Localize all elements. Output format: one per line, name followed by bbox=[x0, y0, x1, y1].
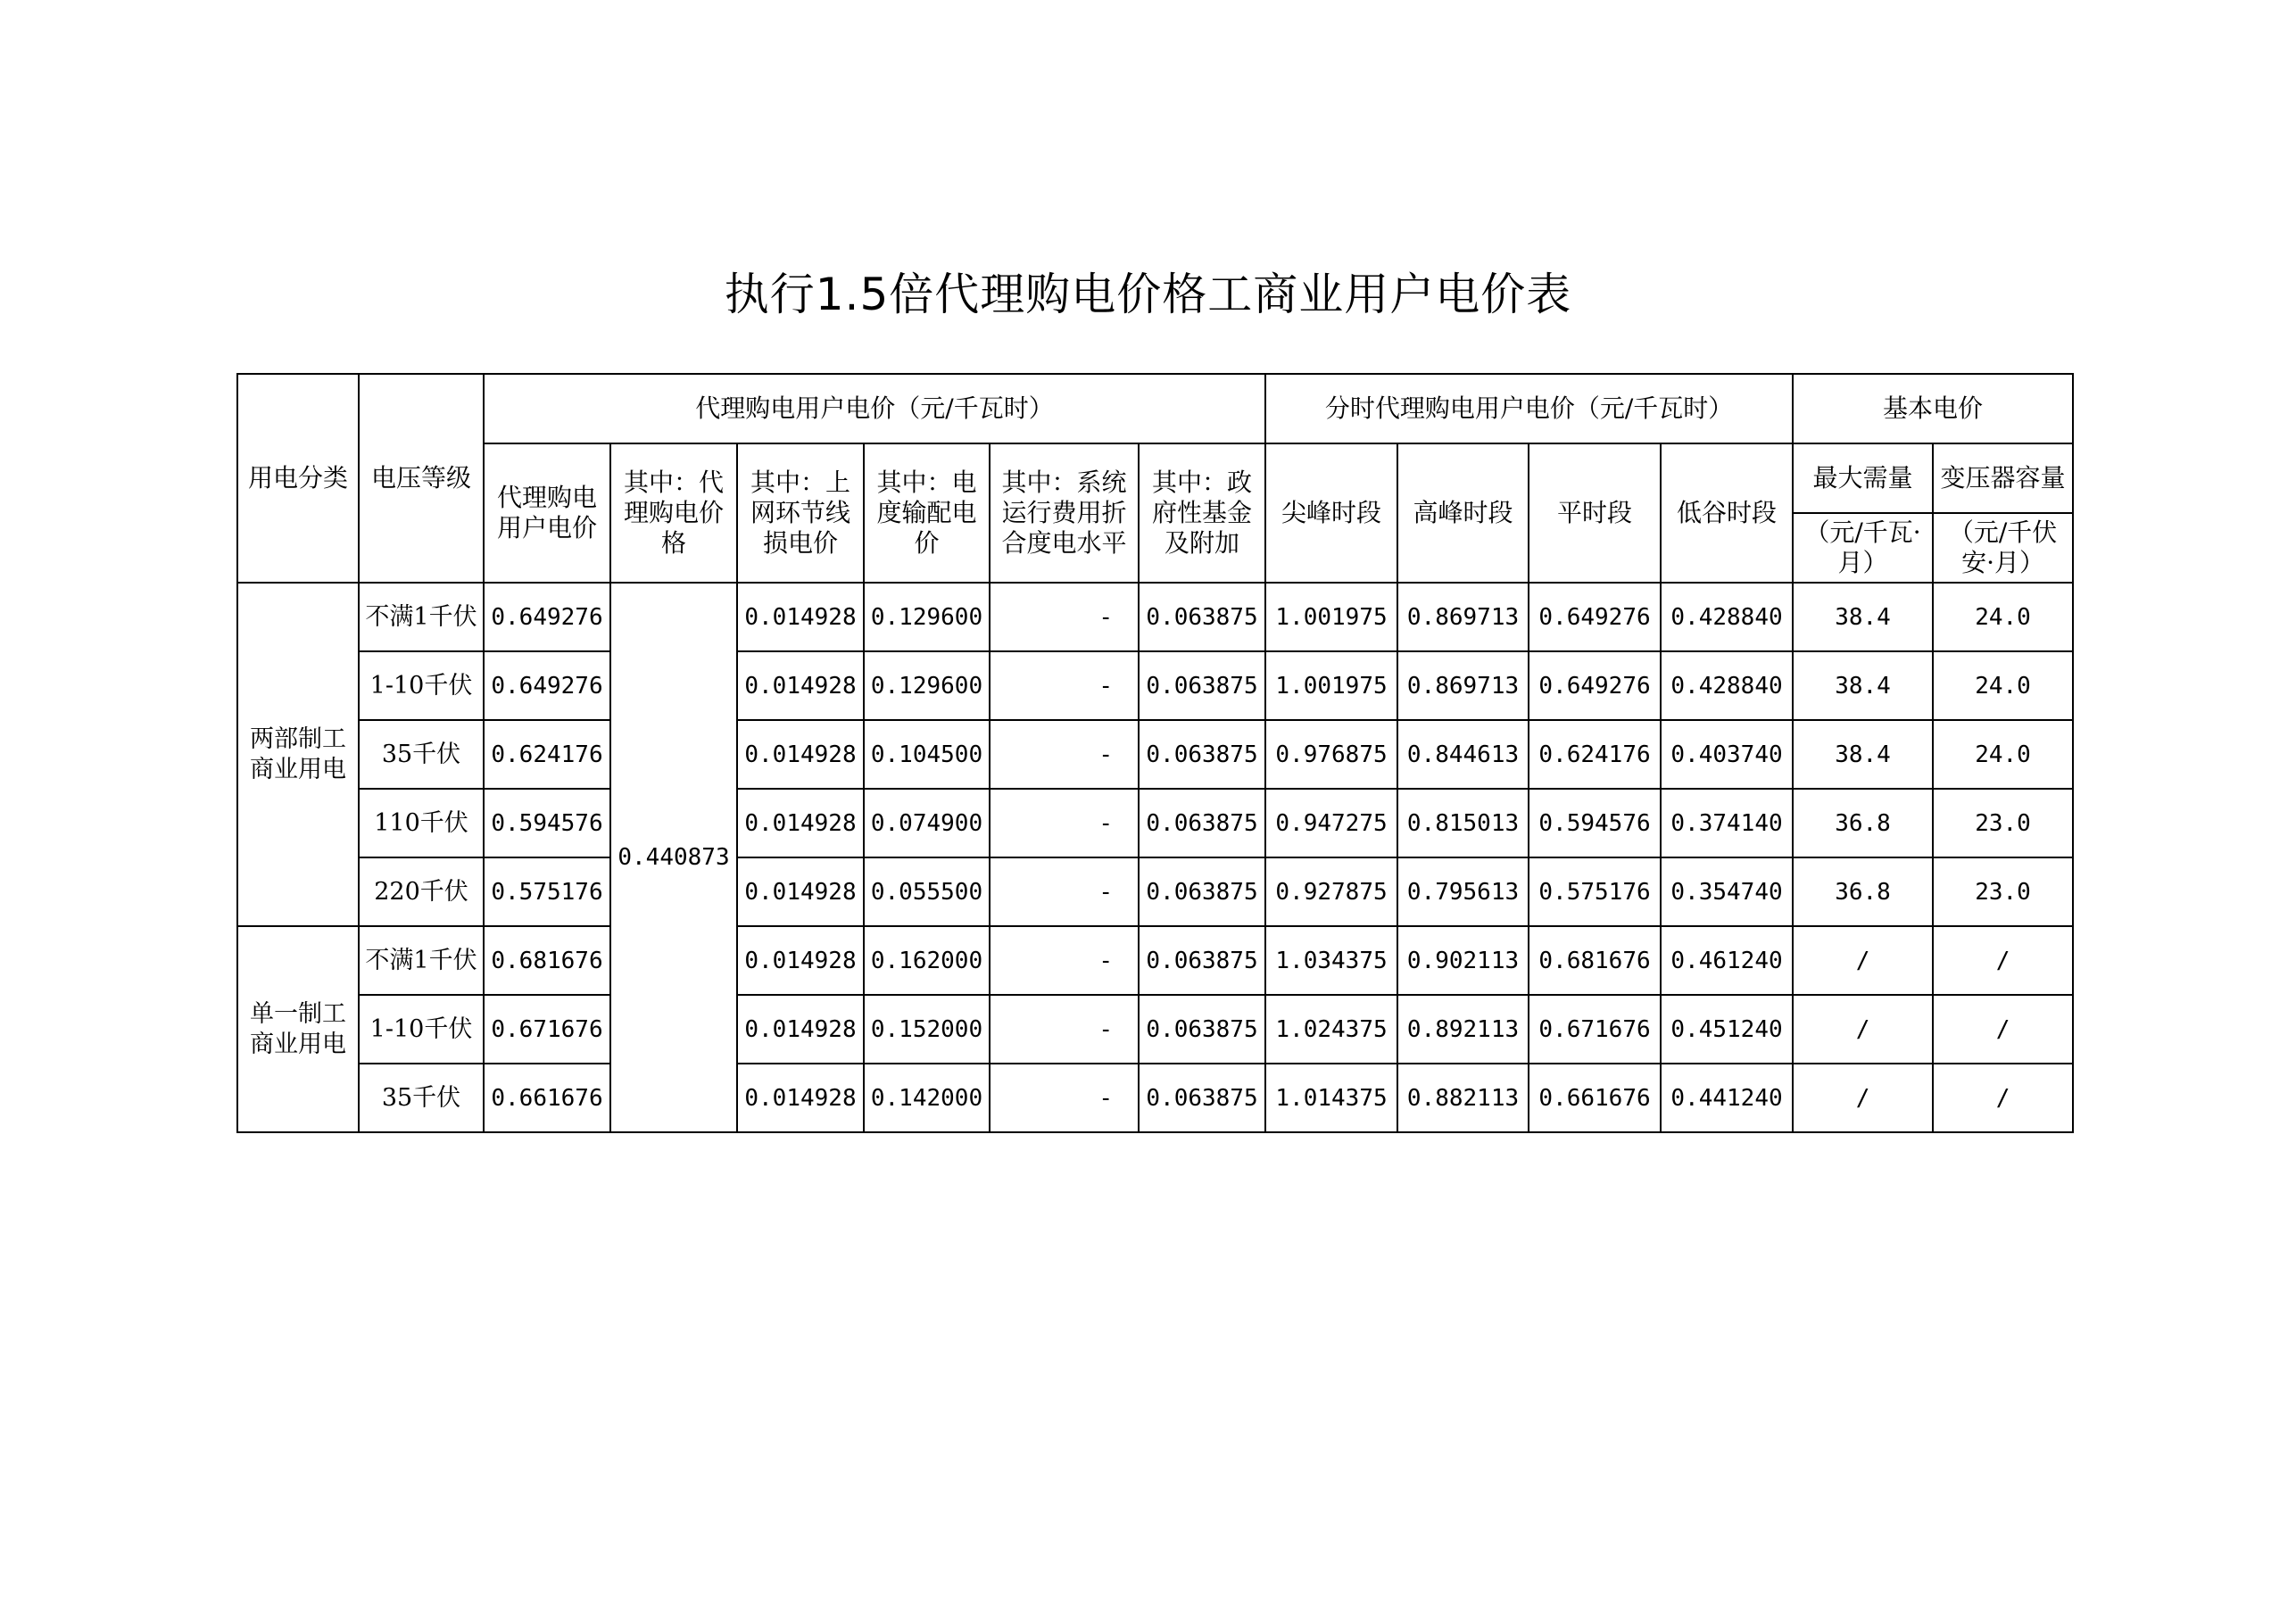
transformer-cell: 24.0 bbox=[1933, 720, 2073, 789]
voltage-cell: 35千伏 bbox=[359, 720, 484, 789]
valley-cell: 0.428840 bbox=[1661, 651, 1793, 720]
system-cost-cell: - bbox=[990, 651, 1139, 720]
gov-fund-cell: 0.063875 bbox=[1139, 789, 1265, 857]
grid-loss-cell: 0.014928 bbox=[737, 720, 864, 789]
header-group-basic: 基本电价 bbox=[1793, 374, 2073, 443]
system-cost-cell: - bbox=[990, 926, 1139, 995]
peak-sharp-cell: 1.014375 bbox=[1265, 1064, 1397, 1132]
system-cost-cell: - bbox=[990, 1064, 1139, 1132]
price-table bbox=[236, 373, 2074, 1133]
system-cost-cell: - bbox=[990, 789, 1139, 857]
valley-cell: 0.451240 bbox=[1661, 995, 1793, 1064]
valley-cell: 0.441240 bbox=[1661, 1064, 1793, 1132]
transmission-cell: 0.104500 bbox=[864, 720, 990, 789]
header-agent-purchase: 其中：代理购电价格 bbox=[623, 468, 724, 558]
max-demand-cell: 36.8 bbox=[1793, 789, 1933, 857]
transformer-cell: / bbox=[1933, 1064, 2073, 1132]
header-group-tou: 分时代理购电用户电价（元/千瓦时） bbox=[1265, 374, 1793, 443]
valley-cell: 0.461240 bbox=[1661, 926, 1793, 995]
header-peak-high: 高峰时段 bbox=[1397, 443, 1529, 583]
max-demand-cell: / bbox=[1793, 995, 1933, 1064]
header-voltage: 电压等级 bbox=[359, 374, 484, 583]
max-demand-cell: 38.4 bbox=[1793, 651, 1933, 720]
peak-sharp-cell: 1.024375 bbox=[1265, 995, 1397, 1064]
header-grid-loss: 其中：上网环节线损电价 bbox=[750, 468, 850, 558]
voltage-cell: 110千伏 bbox=[359, 789, 484, 857]
header-transformer: 变压器容量 bbox=[1940, 463, 2066, 493]
max-demand-cell: / bbox=[1793, 926, 1933, 995]
transmission-cell: 0.129600 bbox=[864, 651, 990, 720]
table-row bbox=[237, 995, 2073, 1064]
transmission-cell: 0.142000 bbox=[864, 1064, 990, 1132]
transmission-cell: 0.129600 bbox=[864, 583, 990, 651]
flat-cell: 0.671676 bbox=[1529, 995, 1661, 1064]
system-cost-cell: - bbox=[990, 995, 1139, 1064]
flat-cell: 0.624176 bbox=[1529, 720, 1661, 789]
system-cost-cell: - bbox=[990, 583, 1139, 651]
voltage-cell: 1-10千伏 bbox=[359, 651, 484, 720]
peak-sharp-cell: 1.001975 bbox=[1265, 583, 1397, 651]
header-category: 用电分类 bbox=[237, 374, 359, 583]
grid-loss-cell: 0.014928 bbox=[737, 857, 864, 926]
header-max-demand: 最大需量 bbox=[1793, 443, 1933, 513]
gov-fund-cell: 0.063875 bbox=[1139, 995, 1265, 1064]
agent-price-cell: 0.575176 bbox=[484, 857, 610, 926]
category-label: 单一制工商业用电 bbox=[250, 999, 346, 1058]
voltage-cell: 35千伏 bbox=[359, 1064, 484, 1132]
header-agent-price: 代理购电用户电价 bbox=[496, 483, 597, 542]
flat-cell: 0.649276 bbox=[1529, 651, 1661, 720]
table-row bbox=[237, 720, 2073, 789]
flat-cell: 0.575176 bbox=[1529, 857, 1661, 926]
flat-cell: 0.661676 bbox=[1529, 1064, 1661, 1132]
agent-price-cell: 0.649276 bbox=[484, 583, 610, 651]
flat-cell: 0.681676 bbox=[1529, 926, 1661, 995]
peak-sharp-cell: 0.927875 bbox=[1265, 857, 1397, 926]
transformer-cell: 24.0 bbox=[1933, 651, 2073, 720]
peak-high-cell: 0.844613 bbox=[1397, 720, 1529, 789]
header-peak-sharp: 尖峰时段 bbox=[1265, 443, 1397, 583]
gov-fund-cell: 0.063875 bbox=[1139, 651, 1265, 720]
voltage-cell: 不满1千伏 bbox=[359, 926, 484, 995]
valley-cell: 0.374140 bbox=[1661, 789, 1793, 857]
max-demand-cell: 38.4 bbox=[1793, 583, 1933, 651]
gov-fund-cell: 0.063875 bbox=[1139, 1064, 1265, 1132]
peak-high-cell: 0.892113 bbox=[1397, 995, 1529, 1064]
valley-cell: 0.428840 bbox=[1661, 583, 1793, 651]
peak-high-cell: 0.795613 bbox=[1397, 857, 1529, 926]
gov-fund-cell: 0.063875 bbox=[1139, 857, 1265, 926]
transmission-cell: 0.055500 bbox=[864, 857, 990, 926]
peak-high-cell: 0.869713 bbox=[1397, 583, 1529, 651]
header-transformer-unit: （元/千伏安·月） bbox=[1948, 518, 2058, 577]
agent-price-cell: 0.661676 bbox=[484, 1064, 610, 1132]
max-demand-cell: 38.4 bbox=[1793, 720, 1933, 789]
transmission-cell: 0.152000 bbox=[864, 995, 990, 1064]
grid-loss-cell: 0.014928 bbox=[737, 651, 864, 720]
grid-loss-cell: 0.014928 bbox=[737, 926, 864, 995]
agent-price-cell: 0.681676 bbox=[484, 926, 610, 995]
peak-high-cell: 0.869713 bbox=[1397, 651, 1529, 720]
grid-loss-cell: 0.014928 bbox=[737, 1064, 864, 1132]
transformer-cell: / bbox=[1933, 995, 2073, 1064]
agent-price-cell: 0.671676 bbox=[484, 995, 610, 1064]
category-label: 两部制工商业用电 bbox=[250, 725, 346, 783]
header-transmission: 其中：电度输配电价 bbox=[876, 468, 977, 558]
peak-high-cell: 0.815013 bbox=[1397, 789, 1529, 857]
agent-price-cell: 0.624176 bbox=[484, 720, 610, 789]
valley-cell: 0.354740 bbox=[1661, 857, 1793, 926]
agent-price-cell: 0.649276 bbox=[484, 651, 610, 720]
peak-high-cell: 0.902113 bbox=[1397, 926, 1529, 995]
header-max-demand-unit: （元/千瓦·月） bbox=[1804, 518, 1921, 577]
table-row bbox=[237, 789, 2073, 857]
transmission-cell: 0.162000 bbox=[864, 926, 990, 995]
voltage-cell: 1-10千伏 bbox=[359, 995, 484, 1064]
table-row bbox=[237, 651, 2073, 720]
peak-sharp-cell: 0.947275 bbox=[1265, 789, 1397, 857]
transformer-cell: 23.0 bbox=[1933, 789, 2073, 857]
peak-sharp-cell: 1.034375 bbox=[1265, 926, 1397, 995]
header-system-cost: 其中：系统运行费用折合度电水平 bbox=[1001, 468, 1127, 558]
peak-high-cell: 0.882113 bbox=[1397, 1064, 1529, 1132]
header-valley: 低谷时段 bbox=[1661, 443, 1793, 583]
transformer-cell: 23.0 bbox=[1933, 857, 2073, 926]
max-demand-cell: 36.8 bbox=[1793, 857, 1933, 926]
valley-cell: 0.403740 bbox=[1661, 720, 1793, 789]
table-row bbox=[237, 926, 2073, 995]
flat-cell: 0.594576 bbox=[1529, 789, 1661, 857]
peak-sharp-cell: 1.001975 bbox=[1265, 651, 1397, 720]
table-row bbox=[237, 857, 2073, 926]
flat-cell: 0.649276 bbox=[1529, 583, 1661, 651]
peak-sharp-cell: 0.976875 bbox=[1265, 720, 1397, 789]
header-gov-fund: 其中：政府性基金及附加 bbox=[1152, 468, 1253, 558]
table-row bbox=[237, 1064, 2073, 1132]
category-cell bbox=[237, 926, 359, 1132]
system-cost-cell: - bbox=[990, 857, 1139, 926]
voltage-cell: 220千伏 bbox=[359, 857, 484, 926]
agent-price-cell: 0.594576 bbox=[484, 789, 610, 857]
category-cell bbox=[237, 583, 359, 926]
agent-purchase-cell: 0.440873 bbox=[610, 583, 737, 1132]
header-group-agent: 代理购电用户电价（元/千瓦时） bbox=[484, 374, 1265, 443]
transformer-cell: 24.0 bbox=[1933, 583, 2073, 651]
grid-loss-cell: 0.014928 bbox=[737, 995, 864, 1064]
grid-loss-cell: 0.014928 bbox=[737, 583, 864, 651]
grid-loss-cell: 0.014928 bbox=[737, 789, 864, 857]
gov-fund-cell: 0.063875 bbox=[1139, 720, 1265, 789]
transformer-cell: / bbox=[1933, 926, 2073, 995]
max-demand-cell: / bbox=[1793, 1064, 1933, 1132]
voltage-cell: 不满1千伏 bbox=[359, 583, 484, 651]
page-title: 执行1.5倍代理购电价格工商业用户电价表 bbox=[724, 269, 1572, 320]
gov-fund-cell: 0.063875 bbox=[1139, 926, 1265, 995]
gov-fund-cell: 0.063875 bbox=[1139, 583, 1265, 651]
system-cost-cell: - bbox=[990, 720, 1139, 789]
table-row bbox=[237, 583, 2073, 651]
transmission-cell: 0.074900 bbox=[864, 789, 990, 857]
header-flat: 平时段 bbox=[1529, 443, 1661, 583]
